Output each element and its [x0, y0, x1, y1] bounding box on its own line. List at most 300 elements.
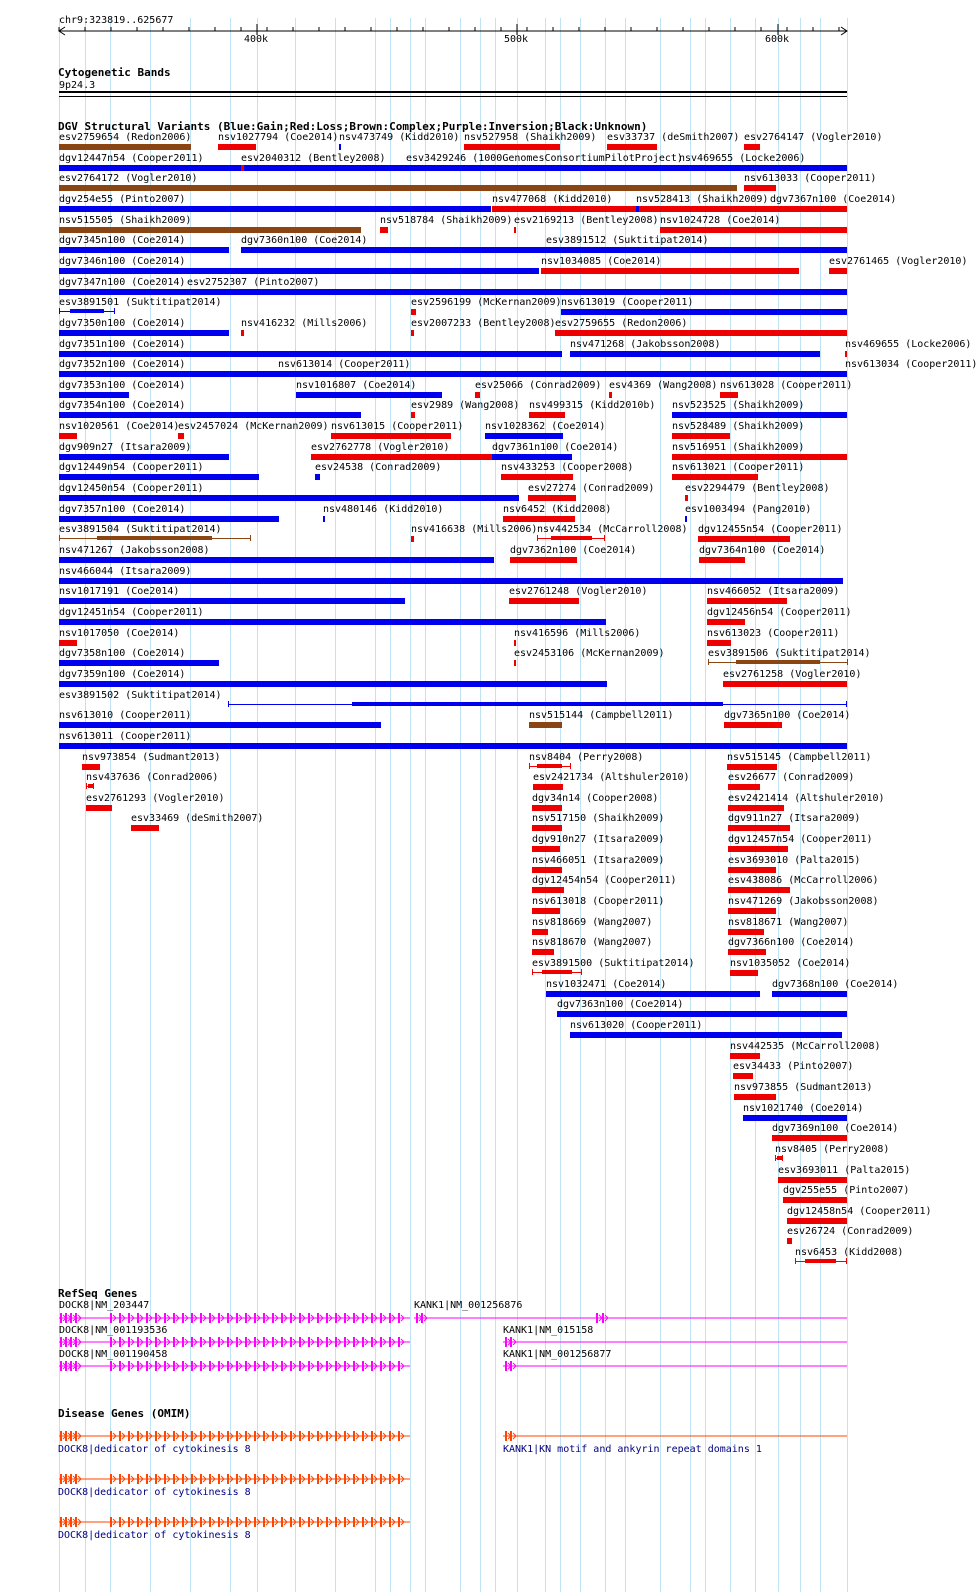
variant-label[interactable]: dgv12456n54 (Cooper2011) [707, 607, 852, 618]
variant-label[interactable]: nsv442534 (McCarroll2008) [537, 524, 688, 535]
variant-bar[interactable] [770, 206, 847, 212]
exon [362, 1474, 364, 1484]
variant-label[interactable]: esv3891512 (Suktitipat2014) [546, 235, 709, 246]
variant-bar[interactable] [331, 433, 451, 439]
variant-bar[interactable] [323, 516, 325, 522]
variant-label[interactable]: nsv973855 (Sudmant2013) [734, 1082, 873, 1093]
exon [200, 1517, 202, 1527]
variant-bar[interactable] [59, 495, 519, 501]
exon [218, 1474, 220, 1484]
variant-label[interactable]: dgv7364n100 (Coe2014) [699, 545, 826, 556]
exon [317, 1517, 319, 1527]
variant-label[interactable]: nsv469655 (Locke2006) [679, 153, 806, 164]
variant-label[interactable]: dgv12447n54 (Cooper2011) [59, 153, 204, 164]
variant-bar[interactable] [339, 144, 341, 150]
variant-bar-core [805, 1259, 836, 1263]
variant-bar[interactable] [532, 887, 564, 893]
variant-label[interactable]: nsv515144 (Campbell2011) [529, 710, 674, 721]
variant-label[interactable]: nsv1017191 (Coe2014) [59, 586, 180, 597]
variant-bar[interactable] [546, 991, 760, 997]
variant-label[interactable]: esv3693010 (Palta2015) [728, 855, 861, 866]
variant-bar[interactable] [787, 1218, 847, 1224]
variant-label[interactable]: dgv7347n100 (Coe2014) [59, 277, 186, 288]
exon [70, 1517, 72, 1527]
variant-label[interactable]: esv2764147 (Vogler2010) [744, 132, 883, 143]
variant-bar[interactable] [829, 268, 847, 274]
variant-label[interactable]: dgv7345n100 (Coe2014) [59, 235, 186, 246]
variant-label[interactable]: nsv613023 (Cooper2011) [707, 628, 840, 639]
variant-label[interactable]: nsv528413 (Shaikh2009) [636, 194, 769, 205]
variant-bar[interactable] [730, 970, 758, 976]
variant-bar[interactable] [533, 784, 563, 790]
variant-bar[interactable] [464, 144, 560, 150]
variant-bar-end [529, 763, 530, 769]
variant-label[interactable]: dgv7361n100 (Coe2014) [492, 442, 619, 453]
variant-bar[interactable] [529, 412, 565, 418]
variant-label[interactable]: nsv523525 (Shaikh2009) [672, 400, 805, 411]
variant-label[interactable]: esv2421734 (Altshuler2010) [533, 772, 690, 783]
variant-bar-core [736, 660, 820, 664]
variant-label[interactable]: dgv7353n100 (Coe2014) [59, 380, 186, 391]
variant-bar[interactable] [59, 330, 229, 336]
exon [299, 1517, 301, 1527]
variant-label[interactable]: nsv1017050 (Coe2014) [59, 628, 180, 639]
variant-bar[interactable] [514, 640, 516, 646]
variant-label[interactable]: nsv613019 (Cooper2011) [561, 297, 694, 308]
variant-bar[interactable] [532, 867, 562, 873]
variant-bar[interactable] [59, 433, 77, 439]
variant-label[interactable]: nsv499315 (Kidd2010b) [529, 400, 656, 411]
variant-label[interactable]: esv3891501 (Suktitipat2014) [59, 297, 222, 308]
variant-bar[interactable] [570, 1032, 842, 1038]
variant-label[interactable]: dgv7350n100 (Coe2014) [59, 318, 186, 329]
variant-label[interactable]: dgv12455n54 (Cooper2011) [698, 524, 843, 535]
variant-label[interactable]: esv33469 (deSmith2007) [131, 813, 264, 824]
variant-label[interactable]: nsv466052 (Itsara2009) [707, 586, 840, 597]
variant-bar-end [532, 969, 533, 975]
variant-bar[interactable] [728, 908, 776, 914]
variant-bar[interactable] [59, 474, 259, 480]
exon [371, 1517, 373, 1527]
refseq-gene-label[interactable]: DOCK8|NM_203447 [59, 1300, 150, 1311]
variant-label[interactable]: nsv613028 (Cooper2011) [720, 380, 853, 391]
variant-label[interactable]: nsv1020561 (Coe2014) [59, 421, 180, 432]
variant-bar[interactable] [546, 247, 847, 253]
variant-bar[interactable] [59, 268, 539, 274]
variant-label[interactable]: dgv909n27 (Itsara2009) [59, 442, 192, 453]
variant-bar[interactable] [734, 1094, 776, 1100]
variant-bar[interactable] [707, 619, 745, 625]
variant-bar[interactable] [514, 660, 516, 666]
variant-label[interactable]: nsv8404 (Perry2008) [529, 752, 644, 763]
exon [60, 1517, 62, 1527]
variant-bar[interactable] [509, 598, 579, 604]
variant-bar[interactable] [59, 206, 491, 212]
variant-bar[interactable] [475, 392, 480, 398]
variant-label[interactable]: nsv469655 (Locke2006) [845, 339, 972, 350]
variant-bar[interactable] [744, 144, 760, 150]
variant-label[interactable]: esv2040312 (Bentley2008) [241, 153, 386, 164]
variant-bar-end [846, 1258, 847, 1264]
variant-label[interactable]: dgv12450n54 (Cooper2011) [59, 483, 204, 494]
variant-bar[interactable] [685, 495, 688, 501]
refseq-gene-label[interactable]: KANK1|NM_001256876 [414, 1300, 523, 1311]
variant-label[interactable]: nsv471269 (Jakobsson2008) [728, 896, 879, 907]
variant-bar[interactable] [845, 371, 847, 377]
exon [245, 1517, 247, 1527]
variant-bar[interactable] [131, 825, 159, 831]
omim-gene-model[interactable] [0, 1426, 890, 1446]
variant-bar[interactable] [699, 557, 745, 563]
variant-bar[interactable] [59, 247, 229, 253]
variant-label[interactable]: esv27274 (Conrad2009) [528, 483, 655, 494]
variant-label[interactable]: dgv7362n100 (Coe2014) [510, 545, 637, 556]
variant-bar[interactable] [296, 392, 442, 398]
variant-label[interactable]: esv24538 (Conrad2009) [315, 462, 442, 473]
variant-label[interactable]: esv33737 (deSmith2007) [607, 132, 740, 143]
variant-label[interactable]: nsv416232 (Mills2006) [241, 318, 368, 329]
variant-label[interactable]: nsv433253 (Cooper2008) [501, 462, 634, 473]
variant-label[interactable]: nsv613021 (Cooper2011) [672, 462, 805, 473]
variant-label[interactable]: dgv7367n100 (Coe2014) [770, 194, 897, 205]
exon [263, 1474, 265, 1484]
variant-label[interactable]: nsv1016807 (Coe2014) [296, 380, 417, 391]
variant-label[interactable]: esv3693011 (Palta2015) [778, 1165, 911, 1176]
variant-bar[interactable] [557, 1011, 847, 1017]
variant-bar[interactable] [724, 722, 782, 728]
refseq-gene-model[interactable] [0, 1356, 890, 1376]
variant-label[interactable]: esv2457024 (McKernan2009) [178, 421, 329, 432]
variant-bar[interactable] [241, 330, 244, 336]
variant-bar[interactable] [532, 846, 560, 852]
variant-bar[interactable] [685, 516, 687, 522]
variant-bar[interactable] [698, 536, 790, 542]
variant-bar[interactable] [730, 1053, 760, 1059]
variant-bar[interactable] [82, 764, 100, 770]
variant-bar[interactable] [778, 1177, 847, 1183]
variant-label[interactable]: nsv613034 (Cooper2011) [845, 359, 977, 370]
variant-label[interactable]: esv2761258 (Vogler2010) [723, 669, 862, 680]
variant-bar-end [59, 535, 60, 541]
variant-bar[interactable] [672, 412, 847, 418]
variant-bar[interactable] [772, 1135, 847, 1141]
track-title-cytobands: Cytogenetic Bands [58, 66, 171, 79]
variant-bar[interactable] [660, 227, 847, 233]
variant-bar[interactable] [59, 227, 361, 233]
variant-bar[interactable] [411, 412, 415, 418]
variant-bar[interactable] [178, 433, 184, 439]
variant-bar[interactable] [707, 640, 731, 646]
variant-label[interactable]: dgv7357n100 (Coe2014) [59, 504, 186, 515]
variant-bar[interactable] [672, 474, 758, 480]
variant-bar[interactable] [636, 206, 639, 212]
variant-bar[interactable] [707, 598, 787, 604]
variant-label[interactable]: esv2007233 (Bentley2008) [411, 318, 556, 329]
variant-bar[interactable] [845, 351, 847, 357]
variant-label[interactable]: esv2762778 (Vogler2010) [311, 442, 450, 453]
variant-label[interactable]: dgv12451n54 (Cooper2011) [59, 607, 204, 618]
cytoband-bar[interactable] [59, 91, 847, 93]
variant-label[interactable]: nsv466051 (Itsara2009) [532, 855, 665, 866]
variant-label[interactable]: nsv1021740 (Coe2014) [743, 1103, 864, 1114]
variant-label[interactable]: dgv7354n100 (Coe2014) [59, 400, 186, 411]
variant-label[interactable]: nsv613014 (Cooper2011) [278, 359, 411, 370]
variant-label[interactable]: nsv818670 (Wang2007) [532, 937, 653, 948]
variant-bar[interactable] [59, 598, 405, 604]
variant-label[interactable]: esv2421414 (Altshuler2010) [728, 793, 885, 804]
variant-bar[interactable] [503, 516, 575, 522]
variant-bar[interactable] [772, 991, 847, 997]
exon [326, 1474, 328, 1484]
variant-bar[interactable] [555, 330, 847, 336]
variant-bar[interactable] [311, 454, 493, 460]
variant-label[interactable]: nsv416596 (Mills2006) [514, 628, 641, 639]
variant-label[interactable]: dgv7366n100 (Coe2014) [728, 937, 855, 948]
variant-bar[interactable] [315, 474, 320, 480]
variant-label[interactable]: nsv466044 (Itsara2009) [59, 566, 192, 577]
variant-label[interactable]: dgv911n27 (Itsara2009) [728, 813, 861, 824]
variant-label[interactable]: nsv518784 (Shaikh2009) [380, 215, 513, 226]
variant-label[interactable]: esv2759655 (Redon2006) [555, 318, 688, 329]
variant-bar[interactable] [532, 929, 548, 935]
variant-bar[interactable] [787, 1238, 792, 1244]
variant-label[interactable]: nsv477068 (Kidd2010) [492, 194, 613, 205]
variant-bar[interactable] [59, 640, 77, 646]
omim-gene-model[interactable] [0, 1512, 890, 1532]
variant-bar[interactable] [218, 144, 256, 150]
variant-label[interactable]: dgv12454n54 (Cooper2011) [532, 875, 677, 886]
variant-label[interactable]: esv3891500 (Suktitipat2014) [532, 958, 695, 969]
variant-label[interactable]: nsv818669 (Wang2007) [532, 917, 653, 928]
variant-bar[interactable] [728, 846, 788, 852]
variant-bar[interactable] [241, 165, 244, 171]
variant-label[interactable]: dgv34n14 (Cooper2008) [532, 793, 659, 804]
variant-bar[interactable] [59, 392, 129, 398]
variant-label[interactable]: nsv1027794 (Coe2014) [218, 132, 339, 143]
variant-bar[interactable] [59, 619, 606, 625]
variant-bar[interactable] [728, 887, 790, 893]
ruler[interactable] [0, 0, 890, 45]
variant-bar[interactable] [783, 1197, 847, 1203]
variant-label[interactable]: esv2453106 (McKernan2009) [514, 648, 665, 659]
variant-bar[interactable] [679, 165, 847, 171]
variant-label[interactable]: nsv480146 (Kidd2010) [323, 504, 444, 515]
variant-label[interactable]: dgv12457n54 (Cooper2011) [728, 834, 873, 845]
exon [236, 1474, 238, 1484]
omim-gene-label[interactable]: KANK1|KN motif and ankyrin repeat domains 1 [503, 1444, 762, 1455]
variant-bar[interactable] [532, 805, 562, 811]
variant-label[interactable]: dgv254e55 (Pinto2007) [59, 194, 186, 205]
variant-bar[interactable] [561, 309, 847, 315]
variant-label[interactable]: nsv527958 (Shaikh2009) [464, 132, 597, 143]
variant-bar[interactable] [728, 825, 790, 831]
variant-bar[interactable] [744, 185, 776, 191]
exon [155, 1474, 157, 1484]
variant-bar[interactable] [59, 516, 279, 522]
variant-label[interactable]: nsv613011 (Cooper2011) [59, 731, 192, 742]
omim-gene-label[interactable]: DOCK8|dedicator of cytokinesis 8 [58, 1444, 251, 1455]
variant-label[interactable]: nsv613033 (Cooper2011) [744, 173, 877, 184]
variant-label[interactable]: nsv6453 (Kidd2008) [795, 1247, 904, 1258]
variant-label[interactable]: nsv1034085 (Coe2014) [541, 256, 662, 267]
refseq-gene-label[interactable]: DOCK8|NM_001190458 [59, 1349, 168, 1360]
variant-bar[interactable] [728, 784, 760, 790]
variant-label[interactable]: nsv528489 (Shaikh2009) [672, 421, 805, 432]
variant-bar[interactable] [528, 495, 576, 501]
variant-bar[interactable] [727, 764, 777, 770]
variant-label[interactable]: dgv7363n100 (Coe2014) [557, 999, 684, 1010]
variant-bar[interactable] [86, 805, 112, 811]
variant-bar[interactable] [570, 351, 820, 357]
variant-bar[interactable] [59, 412, 361, 418]
variant-label[interactable]: esv4369 (Wang2008) [609, 380, 718, 391]
variant-label[interactable]: nsv613018 (Cooper2011) [532, 896, 665, 907]
variant-bar[interactable] [733, 1073, 753, 1079]
variant-label[interactable]: esv2764172 (Vogler2010) [59, 173, 198, 184]
variant-label[interactable]: nsv613020 (Cooper2011) [570, 1020, 703, 1031]
variant-label[interactable]: nsv1028362 (Coe2014) [485, 421, 606, 432]
variant-bar[interactable] [59, 454, 229, 460]
variant-label[interactable]: dgv7368n100 (Coe2014) [772, 979, 899, 990]
variant-bar[interactable] [743, 1115, 847, 1121]
variant-bar[interactable] [59, 660, 219, 666]
variant-label[interactable]: nsv8405 (Perry2008) [775, 1144, 890, 1155]
variant-label[interactable]: dgv7360n100 (Coe2014) [241, 235, 368, 246]
variant-bar[interactable] [514, 227, 516, 233]
variant-label[interactable]: esv25066 (Conrad2009) [475, 380, 602, 391]
exon [353, 1517, 355, 1527]
variant-label[interactable]: nsv471268 (Jakobsson2008) [570, 339, 721, 350]
variant-label[interactable]: esv2989 (Wang2008) [411, 400, 520, 411]
variant-label[interactable]: dgv7358n100 (Coe2014) [59, 648, 186, 659]
variant-bar[interactable] [492, 454, 572, 460]
variant-bar[interactable] [411, 330, 414, 336]
variant-label[interactable]: dgv7359n100 (Coe2014) [59, 669, 186, 680]
variant-label[interactable]: esv1003494 (Pang2010) [685, 504, 812, 515]
variant-bar[interactable] [59, 144, 191, 150]
variant-bar[interactable] [59, 185, 737, 191]
variant-bar[interactable] [728, 949, 766, 955]
variant-bar[interactable] [529, 722, 562, 728]
variant-bar[interactable] [607, 144, 657, 150]
variant-bar[interactable] [672, 454, 847, 460]
variant-label[interactable]: esv2596199 (McKernan2009) [411, 297, 562, 308]
variant-bar[interactable] [380, 227, 388, 233]
omim-gene-label[interactable]: DOCK8|dedicator of cytokinesis 8 [58, 1487, 251, 1498]
variant-label[interactable]: esv34433 (Pinto2007) [733, 1061, 854, 1072]
variant-label[interactable]: esv3891502 (Suktitipat2014) [59, 690, 222, 701]
variant-label[interactable]: nsv818671 (Wang2007) [728, 917, 849, 928]
variant-bar[interactable] [672, 433, 730, 439]
variant-bar[interactable] [541, 268, 799, 274]
variant-label[interactable]: dgv255e55 (Pinto2007) [783, 1185, 910, 1196]
variant-label[interactable]: nsv613015 (Cooper2011) [331, 421, 464, 432]
variant-label[interactable]: nsv442535 (McCarroll2008) [730, 1041, 881, 1052]
variant-label[interactable]: dgv7351n100 (Coe2014) [59, 339, 186, 350]
variant-bar[interactable] [532, 825, 562, 831]
variant-label[interactable]: nsv973854 (Sudmant2013) [82, 752, 221, 763]
variant-label[interactable]: esv3891504 (Suktitipat2014) [59, 524, 222, 535]
variant-label[interactable]: nsv473749 (Kidd2010) [339, 132, 460, 143]
variant-bar[interactable] [59, 578, 843, 584]
exon [137, 1474, 139, 1484]
refseq-gene-label[interactable]: DOCK8|NM_001193536 [59, 1325, 168, 1336]
variant-bar[interactable] [728, 929, 764, 935]
variant-label[interactable]: esv2169213 (Bentley2008) [514, 215, 659, 226]
variant-bar[interactable] [59, 743, 847, 749]
variant-label[interactable]: nsv437636 (Conrad2006) [86, 772, 219, 783]
variant-bar[interactable] [59, 681, 607, 687]
refseq-gene-label[interactable]: KANK1|NM_015158 [503, 1325, 594, 1336]
locus-label: chr9:323819..625677 [59, 15, 174, 26]
variant-bar[interactable] [187, 289, 847, 295]
variant-bar[interactable] [59, 722, 381, 728]
variant-bar[interactable] [59, 351, 562, 357]
omim-gene-label[interactable]: DOCK8|dedicator of cytokinesis 8 [58, 1530, 251, 1541]
variant-label[interactable]: esv2752307 (Pinto2007) [187, 277, 320, 288]
variant-label[interactable]: nsv516951 (Shaikh2009) [672, 442, 805, 453]
variant-label[interactable]: esv2294479 (Bentley2008) [685, 483, 830, 494]
variant-bar[interactable] [609, 392, 612, 398]
variant-label[interactable]: nsv613010 (Cooper2011) [59, 710, 192, 721]
variant-bar[interactable] [501, 474, 573, 480]
variant-bar[interactable] [278, 371, 810, 377]
variant-bar[interactable] [406, 165, 412, 171]
variant-label[interactable]: dgv7346n100 (Coe2014) [59, 256, 186, 267]
variant-label[interactable]: nsv6452 (Kidd2008) [503, 504, 612, 515]
variant-label[interactable]: dgv12458n54 (Cooper2011) [787, 1206, 932, 1217]
variant-bar[interactable] [532, 908, 560, 914]
variant-label[interactable]: nsv1032471 (Coe2014) [546, 979, 667, 990]
variant-bar[interactable] [485, 433, 563, 439]
variant-label[interactable]: dgv7365n100 (Coe2014) [724, 710, 851, 721]
variant-label[interactable]: nsv515505 (Shaikh2009) [59, 215, 192, 226]
exon [128, 1517, 130, 1527]
variant-bar[interactable] [510, 557, 577, 563]
variant-bar[interactable] [59, 557, 494, 563]
variant-label[interactable]: esv3891506 (Suktitipat2014) [708, 648, 871, 659]
variant-label[interactable]: nsv515145 (Campbell2011) [727, 752, 872, 763]
variant-label[interactable]: esv26677 (Conrad2009) [728, 772, 855, 783]
omim-gene-model[interactable] [0, 1469, 890, 1489]
variant-label[interactable]: dgv7369n100 (Coe2014) [772, 1123, 899, 1134]
refseq-gene-label[interactable]: KANK1|NM_001256877 [503, 1349, 612, 1360]
variant-bar[interactable] [411, 536, 414, 542]
variant-label[interactable]: esv2761248 (Vogler2010) [509, 586, 648, 597]
variant-bar[interactable] [728, 805, 784, 811]
variant-label[interactable]: nsv1035052 (Coe2014) [730, 958, 851, 969]
variant-label[interactable]: dgv7352n100 (Coe2014) [59, 359, 186, 370]
variant-bar[interactable] [532, 949, 554, 955]
variant-bar[interactable] [720, 392, 738, 398]
variant-label[interactable]: esv438086 (McCarroll2006) [728, 875, 879, 886]
variant-label[interactable]: esv26724 (Conrad2009) [787, 1226, 914, 1237]
cytoband-line [59, 96, 847, 97]
variant-label[interactable]: esv2759654 (Redon2006) [59, 132, 192, 143]
variant-label[interactable]: dgv12449n54 (Cooper2011) [59, 462, 204, 473]
variant-label[interactable]: dgv910n27 (Itsara2009) [532, 834, 665, 845]
variant-label[interactable]: nsv416638 (Mills2006) [411, 524, 538, 535]
variant-bar[interactable] [723, 681, 847, 687]
variant-label[interactable]: esv2761293 (Vogler2010) [86, 793, 225, 804]
variant-label[interactable]: esv2761465 (Vogler2010) [829, 256, 968, 267]
variant-bar[interactable] [728, 867, 776, 873]
variant-label[interactable]: nsv517150 (Shaikh2009) [532, 813, 665, 824]
variant-label[interactable]: esv3429246 (1000GenomesConsortiumPilotProject) [406, 153, 683, 164]
variant-bar[interactable] [411, 309, 416, 315]
variant-label[interactable]: nsv471267 (Jakobsson2008) [59, 545, 210, 556]
variant-label[interactable]: nsv1024728 (Coe2014) [660, 215, 781, 226]
